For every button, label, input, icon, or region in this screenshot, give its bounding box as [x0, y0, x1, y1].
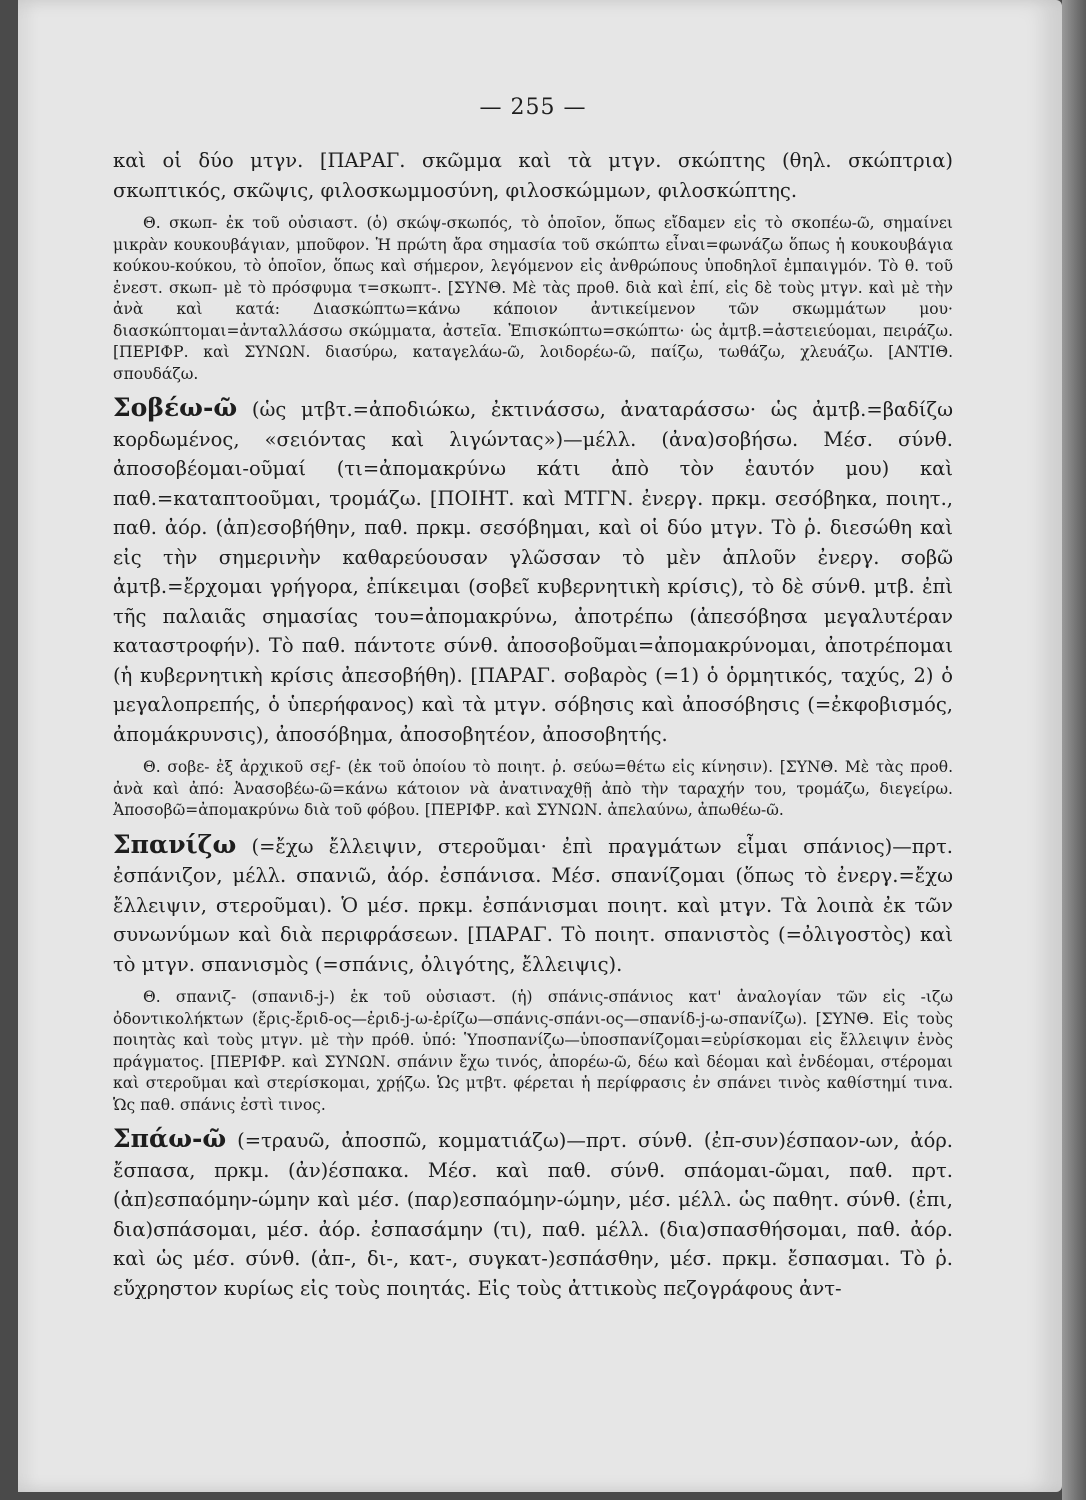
page-text: [113, 95, 953, 1303]
paragraph-text: καὶ οἱ δύο μτγν. [ΠΑΡΑΓ. σκῶμμα καὶ τὰ μτγν. σκώπτης (θηλ. σκώπτρια) σκωπτικός, σκῶψις, φιλοσκωμμοσύνη, φιλοσκώμμων, φιλοσκώπτης.: [113, 149, 953, 202]
book-page: [18, 0, 1062, 1492]
dictionary-entry: [113, 1124, 953, 1303]
dictionary-entry: [113, 393, 953, 749]
dictionary-entry: [113, 830, 953, 980]
etymology-note: [113, 987, 953, 1116]
note-text: Θ. σκωπ- ἐκ τοῦ οὐσιαστ. (ὁ) σκώψ-σκωπός, τὸ ὁποῖον, ὅπως εἴδαμεν εἰς τὸ σκοπέω-ῶ, σημαίνει μικρὰν κουκουβάγιαν, μποῦφον. Ἡ πρώτη ἄρα σημασία τοῦ σκώπτω εἶναι=φωνάζω ὅπως ἡ κουκουβάγια κούκου-κούκου, τὸ ὁποῖον, ὅπως καὶ σήμερον, λεγόμενον εἰς ἀνθρώπους ὑποδηλοῖ ἐμπαιγμόν. Τὸ θ. τοῦ ἐνεστ. σκωπ- μὲ τὸ πρόσφυμα τ=σκωπτ-. [ΣΥΝΘ. Μὲ τὰς προθ. διὰ καὶ ἐπί, εἰς δὲ τοὺς μτγν. καὶ μὲ τὴν ἀνὰ καὶ κατά: Διασκώπτω=κάνω κάποιον ἀντικείμενον τῶν σκωμμάτων μου· διασκώπτομαι=ἀνταλλάσσω σκώμματα, ἀστεῖα. Ἐπισκώπτω=σκώπτω· ὡς ἀμτβ.=ἀστειεύομαι, πειράζω. [ΠΕΡΙΦΡ. καὶ ΣΥΝΩΝ. διασύρω, καταγελάω-ῶ, λοιδορέω-ῶ, παίζω, τωθάζω, χλευάζω. [ΑΝΤΙΘ. σπουδάζω.: [113, 214, 953, 383]
entry-text: (=τραυῶ, ἀποσπῶ, κομματιάζω)—πρτ. σύνθ. (ἐπ-συν)έσπαον-ων, ἀόρ. ἔσπασα, πρκμ. (ἀν)έσπακα. Μέσ. καὶ παθ. σύνθ. σπάομαι-ῶμαι, παθ. πρτ. (ἀπ)εσπαόμην-ώμην καὶ μέσ. (παρ)εσπαόμην-ώμην, μέσ. μέλλ. ὡς παθητ. σύνθ. (ἐπι, δια)σπάσομαι, μέσ. ἀόρ. ἐσπασάμην (τι), παθ. μέλλ. (δια)σπασθήσομαι, παθ. ἀόρ. καὶ ὡς μέσ. σύνθ. (ἀπ-, δι-, κατ-, συγκατ-)εσπάσθην, μέσ. πρκμ. ἔσπασμαι. Τὸ ῥ. εὔχρηστον κυρίως εἰς τοὺς ποιητάς. Εἰς τοὺς ἀττικοὺς πεζογράφους ἀντ-: [113, 1129, 953, 1300]
entry-continuation: [113, 146, 953, 205]
page-number: — 255 —: [479, 95, 587, 120]
etymology-note: [113, 213, 953, 385]
entry-headword: Σπανίζω: [113, 829, 237, 859]
note-text: Θ. σπανιζ- (σπανιδ-j-) ἐκ τοῦ οὐσιαστ. (ἡ) σπάνις-σπάνιος κατ' ἀναλογίαν τῶν εἰς -ιζω ὀδοντικολήκτων (ἔρις-ἔριδ-ος—ἐριδ-j-ω-ἐρίζω—σπάνις-σπάνι-ος—σπανίδ-j-ω-σπανίζω). [ΣΥΝΘ. Εἰς τοὺς ποιητὰς καὶ τοὺς μτγν. μὲ τὴν πρόθ. ὑπό: Ὑποσπανίζω—ὑποσπανίζομαι=εὑρίσκομαι εἰς ἔλλειψιν ἑνὸς πράγματος. [ΠΕΡΙΦΡ. καὶ ΣΥΝΩΝ. σπάνιν ἔχω τινός, ἀπορέω-ῶ, δέω καὶ δέομαι καὶ ἐνδέομαι, στέρομαι καὶ στεροῦμαι καὶ στερίσκομαι, χρῄζω. Ὡς μτβτ. φέρεται ἡ περίφρασις ἐν σπάνει τινὸς καθίστημί τινα. Ὡς παθ. σπάνις ἐστὶ τινος.: [113, 988, 953, 1114]
etymology-note: [113, 757, 953, 822]
entry-text: (=ἔχω ἔλλειψιν, στεροῦμαι· ἐπὶ πραγμάτων εἶμαι σπάνιος)—πρτ. ἐσπάνιζον, μέλλ. σπανιῶ, ἀόρ. ἐσπάνισα. Μέσ. σπανίζομαι (ὅπως τὸ ἐνεργ.=ἔχω ἔλλειψιν, στεροῦμαι). Ὁ μέσ. πρκμ. ἐσπάνισμαι ποιητ. καὶ μτγν. Τὰ λοιπὰ ἐκ τῶν συνωνύμων καὶ διὰ περιφράσεων. [ΠΑΡΑΓ. Τὸ ποιητ. σπανιστὸς (=ὀλιγοστὸς) καὶ τὸ μτγν. σπανισμὸς (=σπάνις, ὀλιγότης, ἔλλειψις).: [113, 834, 953, 976]
entry-headword: Σοβέω-ῶ: [113, 393, 238, 422]
note-text: Θ. σοβε- ἐξ ἀρχικοῦ σεϝ- (ἐκ τοῦ ὁποίου τὸ ποιητ. ῥ. σεύω=θέτω εἰς κίνησιν). [ΣΥΝΘ. Μὲ τὰς προθ. ἀνὰ καὶ ἀπό: Ἀνασοβέω-ῶ=κάνω κάτοιον νὰ ἀνατιναχθῇ ἀπὸ τὴν ταραχήν του, τρομάζω, διεγείρω. Ἀποσοβῶ=ἀπομακρύνω διὰ τοῦ φόβου. [ΠΕΡΙΦΡ. καὶ ΣΥΝΩΝ. ἀπελαύνω, ἀπωθέω-ῶ.: [113, 758, 953, 819]
entry-text: (ὡς μτβτ.=ἀποδιώκω, ἐκτινάσσω, ἀναταράσσω· ὡς ἀμτβ.=βαδίζω κορδωμένος, «σειόντας καὶ λιγώντας»)—μέλλ. (ἀνα)σοβήσω. Μέσ. σύνθ. ἀποσοβέομαι-οῦμαί (τι=ἀπομακρύνω κάτι ἀπὸ τὸν ἑαυτόν μου) καὶ παθ.=καταπτοοῦμαι, τρομάζω. [ΠΟΙΗΤ. καὶ ΜΤΓΝ. ἐνεργ. πρκμ. σεσόβηκα, ποιητ., παθ. ἀόρ. (ἀπ)εσοβήθην, παθ. πρκμ. σεσόβημαι, καὶ οἱ δύο μτγν. Τὸ ῥ. διεσώθη καὶ εἰς τὴν σημερινὴν καθαρεύουσαν γλῶσσαν τὸ μὲν ἁπλοῦν ἐνεργ. σοβῶ ἀμτβ.=ἔρχομαι γρήγορα, ἐπίκειμαι (σοβεῖ κυβερνητικὴ κρίσις), τὸ δὲ σύνθ. μτβ. ἐπὶ τῆς παλαιᾶς σημασίας του=ἀπομακρύνω, ἀποτρέπω (ἀπεσόβησα μεγαλυτέραν καταστροφήν). Τὸ παθ. πάντοτε σύνθ. ἀποσοβοῦμαι=ἀπομακρύνομαι, ἀποτρέπομαι (ἡ κυβερνητικὴ κρίσις ἀπεσοβήθη). [ΠΑΡΑΓ. σοβαρὸς (=1) ὁ ὁρμητικός, ταχύς, 2) ὁ μεγαλοπρεπής, ὁ ὑπερήφανος) καὶ τὰ μτγν. σόβησις καὶ ἀποσόβησις (=ἐκφοβισμός, ἀπομάκρυνσις), ἀποσόβημα, ἀποσοβητέον, ἀποσοβητής.: [113, 398, 953, 746]
page-edge-shadow: [1062, 0, 1086, 1500]
entry-headword: Σπάω-ῶ: [113, 1124, 227, 1153]
